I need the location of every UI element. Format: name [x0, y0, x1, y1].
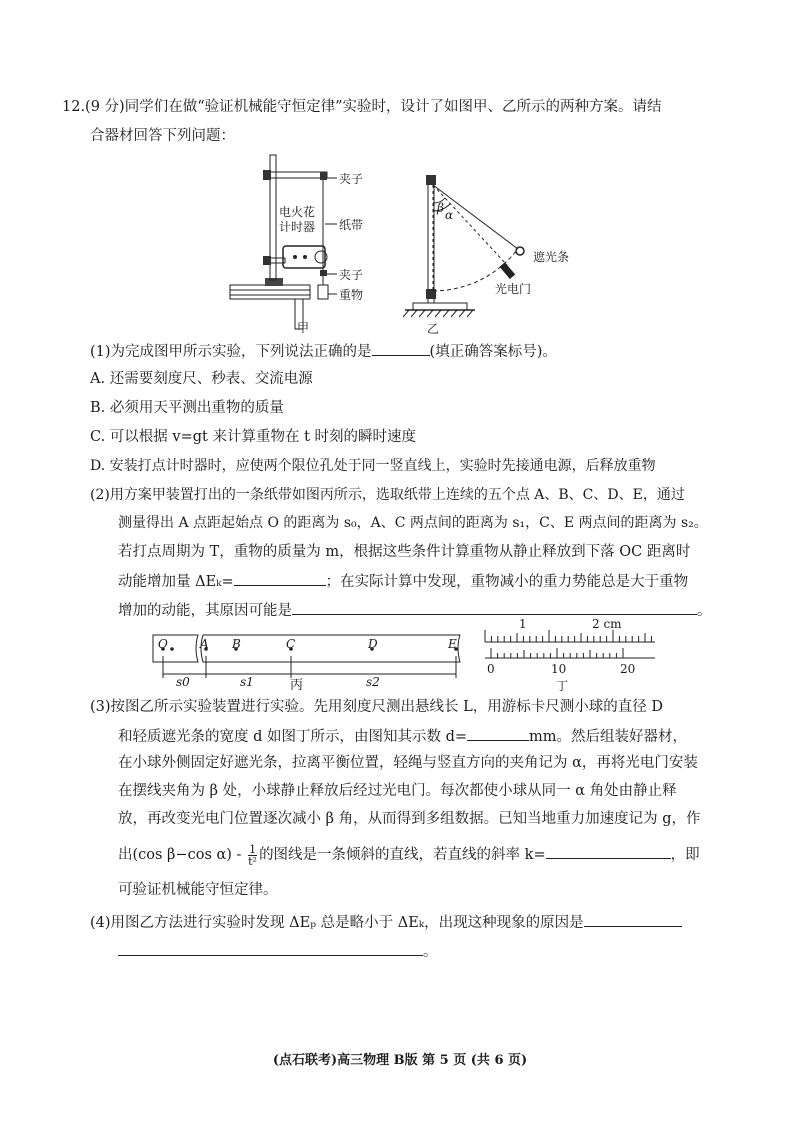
part1-option-d: D. 安装打点计时器时，应使两个限位孔处于同一竖直线上，实验时先接通电源，后释放重物: [90, 458, 656, 474]
label-timer-2: 计时器: [279, 220, 316, 234]
part3-line6c: ，即: [670, 847, 700, 863]
part1-stem: [90, 340, 557, 362]
part4-reason-blank-2[interactable]: [118, 940, 423, 956]
part3-d-blank[interactable]: [467, 725, 529, 741]
point-D: D: [368, 637, 378, 651]
segment-s2: s2: [366, 675, 380, 689]
caption-bing: 丙: [290, 678, 304, 693]
vernier-label-10: 10: [551, 662, 567, 676]
part1-stem-a: (1)为完成图甲所示实验，下列说法正确的是: [90, 344, 372, 360]
question-header-cont: 合器材回答下列问题：: [90, 128, 235, 144]
point-C: C: [286, 637, 296, 651]
point-B: B: [232, 637, 241, 651]
part4-line1: [90, 911, 682, 933]
part3-line6b: 的图线是一条倾斜的直线，若直线的斜率 k=: [259, 847, 546, 863]
part3-line2a: 和轻质遮光条的宽度 d 如图丁所示，由图知其示数 d=: [118, 729, 468, 745]
part4-line2: [118, 940, 438, 962]
label-tape: 纸带: [339, 218, 364, 232]
part1-option-a: A. 还需要刻度尺、秒表、交流电源: [90, 371, 313, 387]
vernier-label-20: 20: [620, 662, 636, 676]
page-footer: (点石联考)高三物理 B版 第 5 页 (共 6 页): [272, 1053, 528, 1068]
caption-yi: 乙: [427, 322, 440, 336]
part3-k-blank[interactable]: [546, 843, 671, 859]
part2-line2: 测量得出 A 点距起始点 O 的距离为 s₀，A、C 两点间的距离为 s₁，C、E 两点间的距离为 s₂。: [118, 515, 708, 531]
part1-stem-b: (填正确答案标号)。: [429, 344, 557, 360]
point-E: E: [448, 637, 457, 651]
figure-ding: [480, 612, 660, 697]
part4-line2b: 。: [423, 944, 438, 960]
point-A: A: [200, 637, 209, 651]
part3-line2: [118, 725, 687, 747]
part3-line7: 可验证机械能守恒定律。: [118, 882, 278, 898]
main-label-1: 1: [519, 617, 527, 631]
point-O: O: [158, 637, 168, 651]
label-timer-1: 电火花: [279, 205, 316, 219]
label-clip-top: 夹子: [339, 172, 364, 186]
part4-line1a: (4)用图乙方法进行实验时发现 ΔEₚ 总是略小于 ΔEₖ，出现这种现象的原因是: [90, 915, 584, 931]
segment-s1: s1: [240, 675, 254, 689]
part3-line4: 在摆线夹角为 β 处，小球静止释放后经过光电门。每次都使小球从同一 α 角处由静止释: [118, 783, 677, 799]
segment-s0: s0: [176, 675, 190, 689]
part3-line2b: mm。然后组装好器材，: [529, 729, 688, 745]
label-alpha: α: [445, 208, 454, 222]
caption-ding: 丁: [556, 679, 569, 693]
vernier-label-0: 0: [487, 662, 495, 676]
question-header: 12.(9 分)同学们在做“验证机械能守恒定律”实验时，设计了如图甲、乙所示的两种方案。请结: [62, 99, 662, 115]
label-clip-bottom: 夹子: [339, 268, 364, 282]
main-label-2: 2 cm: [592, 617, 622, 631]
part2-line4a: 动能增加量 ΔEₖ=: [118, 574, 234, 590]
part2-line4b: ；在实际计算中发现，重物减小的重力势能总是大于重物: [325, 574, 689, 590]
part3-line3: 在小球外侧固定好遮光条，拉离平衡位置，轻绳与竖直方向的夹角记为 α，再将光电门安装: [118, 755, 698, 771]
part1-option-b: B. 必须用天平测出重物的质量: [90, 400, 284, 416]
part3-line6a: 出(cos β−cos α) -: [118, 847, 247, 863]
part2-line4: [118, 570, 688, 592]
label-gate: 光电门: [495, 282, 532, 296]
part1-option-c: C. 可以根据 v=gt 来计算重物在 t 时刻的瞬时速度: [90, 429, 417, 445]
part3-line5: 放，再改变光电门位置逐次减小 β 角，从而得到多组数据。已知当地重力加速度记为 g，作: [118, 811, 701, 827]
figure-yi: [395, 165, 595, 340]
part3-line6: [118, 843, 700, 867]
figure-bing: [148, 630, 468, 692]
part2-line5b: 。: [697, 603, 712, 619]
label-beta: β: [437, 201, 444, 215]
part3-line1: (3)按图乙所示实验装置进行实验。先用刻度尺测出悬线长 L，用游标卡尺测小球的直径 D: [90, 699, 664, 715]
part2-line1: (2)用方案甲装置打出的一条纸带如图丙所示，选取纸带上连续的五个点 A、B、C、D、E，通过: [90, 487, 685, 503]
part1-answer-blank[interactable]: [372, 340, 430, 356]
label-weight: 重物: [339, 288, 364, 302]
label-shade: 遮光条: [533, 250, 570, 264]
part2-line5a: 增加的动能，其原因可能是: [118, 603, 292, 619]
figure-jia: [225, 150, 385, 340]
part2-line3: 若打点周期为 T，重物的质量为 m，根据这些条件计算重物从静止释放到下落 OC 距离时: [118, 544, 691, 560]
part4-reason-blank-1[interactable]: [584, 911, 682, 927]
caption-jia: 甲: [297, 321, 310, 335]
fraction-one-over-t2: $\frac{1}{\text{t²}}$: [248, 842, 257, 868]
part2-ek-blank[interactable]: [234, 570, 326, 586]
